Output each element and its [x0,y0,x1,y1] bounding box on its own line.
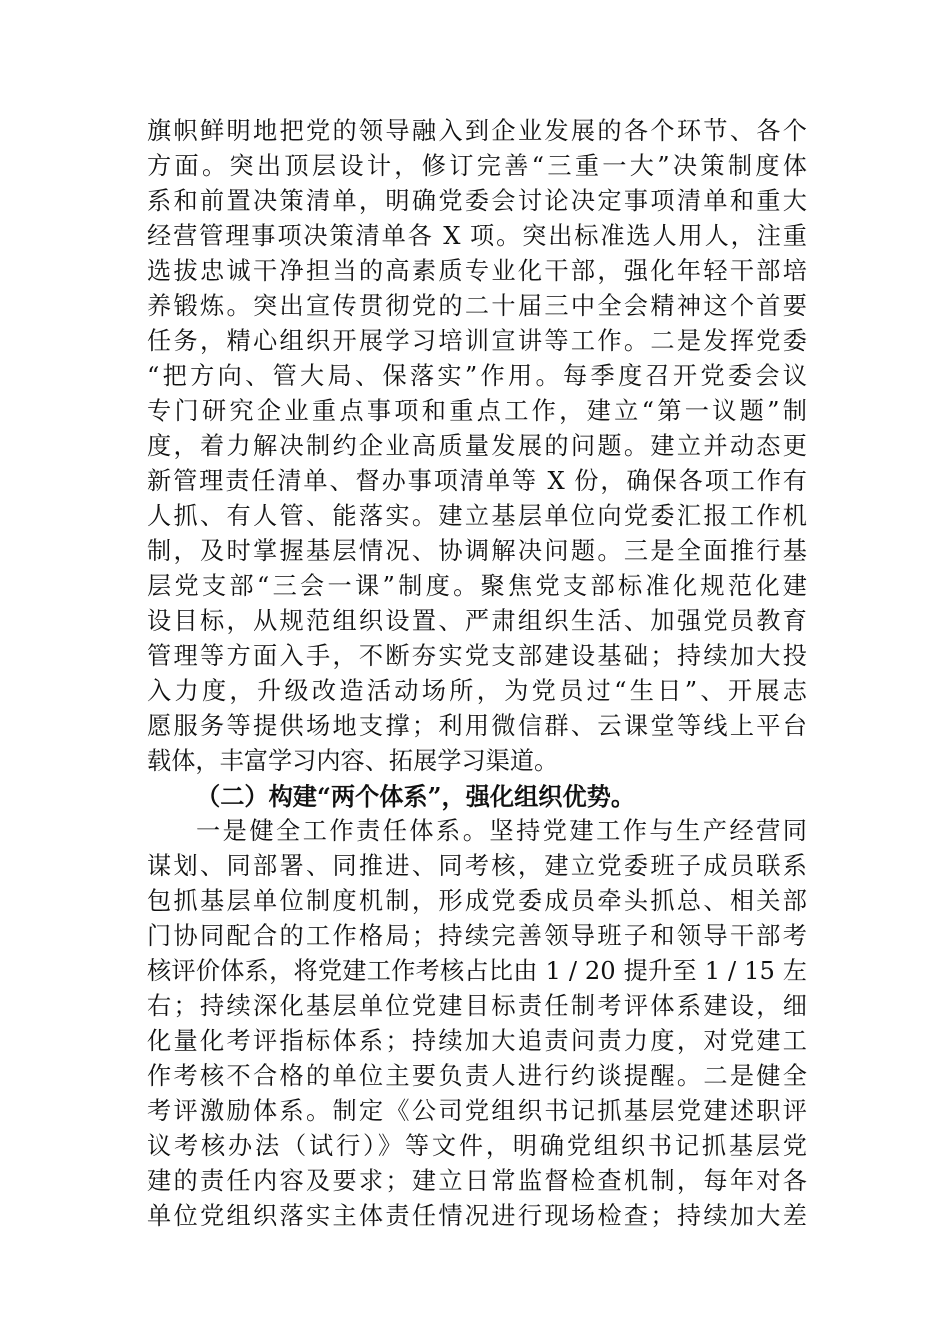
text-line: 养锻炼。突出宣传贯彻党的二十届三中全会精神这个首要 [147,292,807,320]
text-line: 议考核办法（试行）》等文件，明确党组织书记抓基层党 [147,1132,807,1160]
text-line: 选拔忠诚干净担当的高素质专业化干部，强化年轻干部培 [147,257,807,285]
text-line: 核评价体系，将党建工作考核占比由 1 / 20 提升至 1 / 15 左 [147,957,807,985]
text-line: 专门研究企业重点事项和重点工作，建立“第一议题”制 [147,397,807,425]
text-line: 制，及时掌握基层情况、协调解决问题。三是全面推行基 [147,537,807,565]
text-line: 人抓、有人管、能落实。建立基层单位向党委汇报工作机 [147,502,807,530]
text-line: 包抓基层单位制度机制，形成党委成员牵头抓总、相关部 [147,887,807,915]
text-line: “把方向、管大局、保落实”作用。每季度召开党委会议 [147,362,807,390]
text-line: 度，着力解决制约企业高质量发展的问题。建立并动态更 [147,432,807,460]
text-line: 谋划、同部署、同推进、同考核，建立党委班子成员联系 [147,852,807,880]
text-line: 门协同配合的工作格局；持续完善领导班子和领导干部考 [147,922,807,950]
text-line: 旗帜鲜明地把党的领导融入到企业发展的各个环节、各个 [147,117,807,145]
text-line: 入力度，升级改造活动场所，为党员过“生日”、开展志 [147,677,807,705]
text-line: 愿服务等提供场地支撑；利用微信群、云课堂等线上平台 [147,712,807,740]
text-line: 载体，丰富学习内容、拓展学习渠道。 [147,747,559,775]
text-line: 系和前置决策清单，明确党委会讨论决定事项清单和重大 [147,187,807,215]
text-line: 一是健全工作责任体系。坚持党建工作与生产经营同 [196,817,807,845]
section-heading: （二）构建“两个体系”，强化组织优势。 [196,782,636,811]
text-line: 任务，精心组织开展学习培训宣讲等工作。二是发挥党委 [147,327,807,355]
text-line: 右；持续深化基层单位党建目标责任制考评体系建设，细 [147,992,807,1020]
text-line: 设目标，从规范组织设置、严肃组织生活、加强党员教育 [147,607,807,635]
text-line: 层党支部“三会一课”制度。聚焦党支部标准化规范化建 [147,572,807,600]
text-line: 管理等方面入手，不断夯实党支部建设基础；持续加大投 [147,642,807,670]
text-line: 考评激励体系。制定《公司党组织书记抓基层党建述职评 [147,1097,807,1125]
text-line: 作考核不合格的单位主要负责人进行约谈提醒。二是健全 [147,1062,807,1090]
text-line: 化量化考评指标体系；持续加大追责问责力度，对党建工 [147,1027,807,1055]
text-line: 新管理责任清单、督办事项清单等 X 份，确保各项工作有 [147,467,807,495]
text-line: 建的责任内容及要求；建立日常监督检查机制，每年对各 [147,1167,807,1195]
text-line: 单位党组织落实主体责任情况进行现场检查；持续加大差 [147,1202,807,1230]
document-body [147,114,807,1234]
text-line: 经营管理事项决策清单各 X 项。突出标准选人用人，注重 [147,222,807,250]
text-line: 方面。突出顶层设计，修订完善“三重一大”决策制度体 [147,152,807,180]
